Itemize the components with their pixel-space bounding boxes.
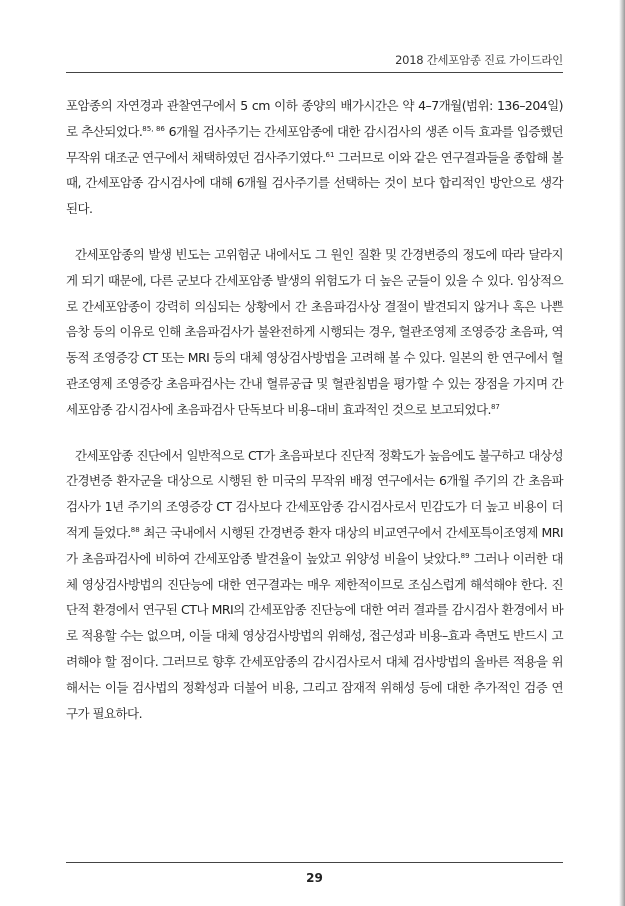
citation: 89: [460, 551, 470, 560]
text-run: 6개월 검사주기는 간세포암종에 대한 감시검사의 생존 이득 효과를 입증했던 무작위 대조군 연구에서 채택하였던 검사주기였다.: [66, 123, 563, 165]
text-run: 그러므로 이와 같은 연구결과들을 종합해 볼때, 간세포암종 감시검사에 대해 6개월 검사주기를 선택하는 것이 보다 합리적인 방안으로 생각된다.: [66, 149, 563, 217]
body-text: [66, 93, 563, 726]
text-run: 최근 국내에서 시행된 간경변증 환자 대상의 비교연구에서 간세포특이조영제 MRI가 초음파검사에 비하여 간세포암종 발견율이 높았고 위양성 비율이 낮았다.: [66, 524, 563, 566]
text-run: 간세포암종 진단에서 일반적으로 CT가 초음파보다 진단적 정확도가 높음에도 불구하고 대상성 간경변증 환자군을 대상으로 시행된 한 미국의 무작위 배정 연구에서는 6개월 주기의 간 초음파검사가 1년 주기의 조영증강 CT 검사보다 간세포암종 감시검사로서 민감도가 더 높고 비용이 더 적게 들었다.: [66, 447, 563, 540]
paragraph: [66, 242, 563, 423]
page-footer: [66, 862, 563, 885]
citation: 61: [325, 150, 335, 159]
citation: 88: [130, 525, 140, 534]
citation: 87: [490, 402, 500, 411]
paragraph: [66, 93, 563, 222]
text-run: 그러나 이러한 대체 영상검사방법의 진단능에 대한 연구결과는 매우 제한적이므로 조심스럽게 해석해야 한다. 진단적 환경에서 연구된 CT나 MRI의 간세포암종 진단능에 대한 여러 결과를 감시검사 환경에서 바로 적용할 수는 없으며, 이들 대체 영상검사방법의 위해성, 접근성과 비용–효과 측면도 반드시 고려해야 할 점이다. 그러므로 향후 간세포암종의 감시검사로서 대체 검사방법의 올바른 적용을 위해서는 이들 검사법의 정확성과 더불어 비용, 그리고 잠재적 위해성 등에 대한 추가적인 검증 연구가 필요하다.: [66, 550, 563, 721]
header-title: 2018 간세포암종 진료 가이드라인: [395, 53, 563, 67]
text-run: 포암종의 자연경과 관찰연구에서 5 cm 이하 종양의 배가시간은 약 4–7개월(범위: 136–204일)로 추산되었다.: [66, 98, 563, 139]
citation: 85, 86: [142, 124, 165, 133]
text-run: 간세포암종의 발생 빈도는 고위험군 내에서도 그 원인 질환 및 간경변증의 정도에 따라 달라지게 되기 때문에, 다른 군보다 간세포암종 발생의 위험도가 더 높은 군들이 있을 수 있다. 임상적으로 간세포암종이 강력히 의심되는 상황에서 간 초음파검사상 결절이 발견되지 않거나 혹은 나쁜 음창 등의 이유로 인해 초음파검사가 불완전하게 시행되는 경우, 혈관조영제 조영증강 초음파, 역동적 조영증강 CT 또는 MRI 등의 대체 영상검사방법을 고려해 볼 수 있다. 일본의 한 연구에서 혈관조영제 조영증강 초음파검사는 간내 혈류공급 및 혈관침범을 평가할 수 있는 장점을 가지며 간세포암종 감시검사에 초음파검사 단독보다 비용–대비 효과적인 것으로 보고되었다.: [66, 246, 563, 417]
page-number: 29: [306, 871, 323, 885]
running-header: [66, 48, 563, 73]
page-edge-shadow: [619, 0, 625, 906]
paragraph: [66, 443, 563, 727]
